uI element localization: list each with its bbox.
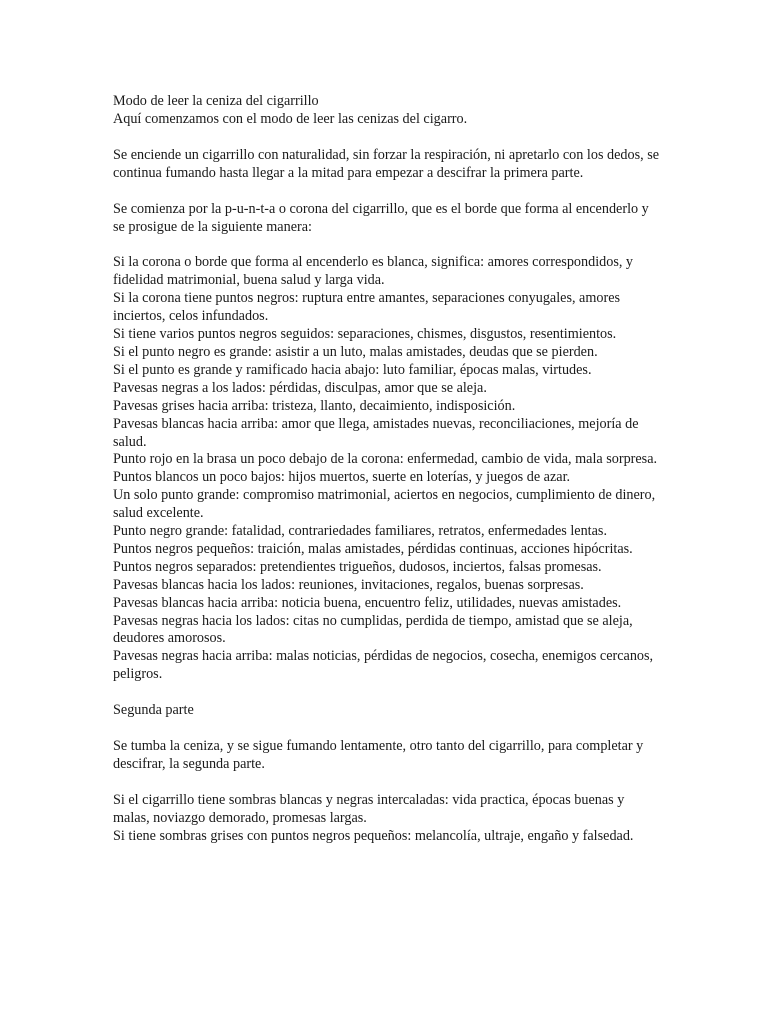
list-item: Puntos negros separados: pretendientes trigueños, dudosos, inciertos, falsas promesas. [113, 558, 602, 575]
intro-line: Aquí comenzamos con el modo de leer las cenizas del cigarro. [113, 110, 468, 127]
paragraph-second-part: Se tumba la ceniza, y se sigue fumando lentamente, otro tanto del cigarrillo, para completar y descifrar, la segunda parte. [113, 738, 644, 772]
list-item: Pavesas negras hacia los lados: citas no cumplidas, perdida de tiempo, amistad que se aleja, deudores amorosos. [113, 612, 633, 647]
document-page [113, 93, 661, 846]
section-heading: Segunda parte [113, 702, 194, 719]
paragraph-gap [113, 684, 661, 702]
paragraph-gap [113, 236, 661, 254]
paragraph-gap [113, 720, 661, 738]
list-item: Si el punto negro es grande: asistir a un luto, malas amistades, deudas que se pierden. [113, 343, 598, 360]
list-item: Si la corona tiene puntos negros: ruptura entre amantes, separaciones conyugales, amores inciertos, celos infundados. [113, 290, 621, 325]
list-item: Si la corona o borde que forma al encenderlo es blanca, significa: amores correspondidos, y fidelidad matrimonial, buena salud y larga vida. [113, 254, 634, 289]
list-item: Si el cigarrillo tiene sombras blancas y negras intercaladas: vida practica, épocas buenas y malas, noviazgo demorado, promesas largas. [113, 791, 625, 826]
paragraph-corona: Se comienza por la p-u-n-t-a o corona del cigarrillo, que es el borde que forma al encenderlo y se prosigue de la siguiente manera: [113, 200, 649, 235]
list-item: Si tiene sombras grises con puntos negros pequeños: melancolía, ultraje, engaño y falsedad. [113, 827, 634, 844]
list-item: Si el punto es grande y ramificado hacia abajo: luto familiar, épocas malas, virtudes. [113, 361, 592, 378]
list-item: Pavesas blancas hacia arriba: amor que llega, amistades nuevas, reconciliaciones, mejoría de salud. [113, 415, 639, 450]
list-item: Si tiene varios puntos negros seguidos: separaciones, chismes, disgustos, resentimientos. [113, 326, 617, 343]
list-item: Pavesas negras a los lados: pérdidas, disculpas, amor que se aleja. [113, 379, 487, 396]
paragraph-lighting: Se enciende un cigarrillo con naturalidad, sin forzar la respiración, ni apretarlo con los dedos, se continua fumando hasta llegar a la mitad para empezar a descifrar la primera parte. [113, 146, 660, 181]
document-title: Modo de leer la ceniza del cigarrillo [113, 93, 319, 109]
list-item: Un solo punto grande: compromiso matrimonial, aciertos en negocios, cumplimiento de dinero, salud excelente. [113, 487, 656, 522]
list-item: Punto rojo en la brasa un poco debajo de la corona: enfermedad, cambio de vida, mala sorpresa. [113, 451, 658, 468]
part2-list [113, 792, 661, 846]
list-item: Pavesas blancas hacia los lados: reuniones, invitaciones, regalos, buenas sorpresas. [113, 576, 584, 593]
list-item: Puntos blancos un poco bajos: hijos muertos, suerte en loterías, y juegos de azar. [113, 469, 571, 486]
list-item: Puntos negros pequeños: traición, malas amistades, pérdidas continuas, acciones hipócritas. [113, 540, 633, 557]
list-item: Pavesas grises hacia arriba: tristeza, llanto, decaimiento, indisposición. [113, 397, 516, 414]
list-item: Punto negro grande: fatalidad, contrariedades familiares, retratos, enfermedades lentas. [113, 523, 607, 540]
paragraph-gap [113, 129, 661, 147]
part1-list [113, 254, 661, 684]
paragraph-gap [113, 774, 661, 792]
list-item: Pavesas blancas hacia arriba: noticia buena, encuentro feliz, utilidades, nuevas amistades. [113, 594, 622, 611]
list-item: Pavesas negras hacia arriba: malas noticias, pérdidas de negocios, cosecha, enemigos cercanos, peligros. [113, 648, 654, 683]
paragraph-gap [113, 183, 661, 201]
